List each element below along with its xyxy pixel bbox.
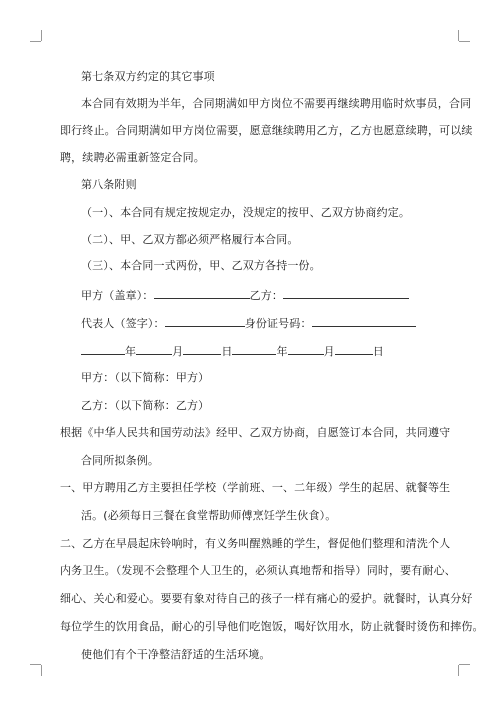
article8-heading: 第八条附则 [81,178,137,191]
clause2-line: 细心、关心和爱心。要要有象对待自己的孩子一样有痛心的爱护。就餐时，认真分好 [60,592,473,605]
clause1-line: 活。(必须每日三餐在食堂帮助师傅烹饪学生伙食）。 [81,509,337,522]
crop-mark-bottom-right [458,664,470,676]
date-month-blank[interactable] [288,343,324,355]
clause1-line: 一、甲方聘用乙方主要担任学校（学前班、一、二年级）学生的起居、就餐等生 [60,481,451,494]
party-a-abbreviation: 甲方：（以下简称：甲方） [81,371,210,384]
id-number-label: 身份证号码： [244,317,312,330]
clause2-line: 内务卫生。（发现不会整理个人卫生的，必须认真地帮和指导）同时，要有耐心、 [60,564,456,577]
crop-mark-top-right [458,30,470,42]
article8-item-3: （三）、本合同一式两份，甲、乙双方各持一份。 [81,259,321,272]
party-a-seal-blank[interactable] [154,287,250,299]
date-month-blank[interactable] [136,343,172,355]
date-day-blank[interactable] [335,343,373,355]
party-a-seal-label: 甲方（盖章）： [81,289,154,302]
date-month-label: 月 [172,345,184,358]
date-year-label: 年 [125,345,137,358]
article8-item-1: （一）、本合同有规定按规定办，没规定的按甲、乙双方协商约定。 [81,206,410,219]
article7-paragraph-line: 本合同有效期为半年，合同期满如甲方岗位不需要再继续聘用临时炊事员，合同 [81,97,472,110]
date-year-blank[interactable] [232,343,276,355]
party-b-blank[interactable] [283,287,409,299]
article7-heading: 第七条双方约定的其它事项 [81,70,215,83]
clause2-line: 每位学生的饮用食品，耐心的引导他们吃饱饭，喝好饮用水，防止就餐时烫伤和摔伤。 [60,620,484,633]
representative-label: 代表人（签字）： [81,317,165,330]
basis-paragraph-line: 根据《中华人民共和国劳动法》经甲、乙双方协商，自愿签订本合同，共同遵守 [60,426,451,439]
article7-paragraph-line: 聘，续聘必需重新签定合同。 [60,151,205,164]
date-day-label: 日 [372,345,384,358]
date-day-blank[interactable] [183,343,221,355]
date-year-blank[interactable] [81,343,125,355]
date-year-label: 年 [276,345,288,358]
signature-row-parties [81,287,409,303]
crop-mark-top-left [30,30,42,42]
signature-date-row [81,343,384,359]
clause2-line: 二、乙方在早晨起床铃响时，有义务叫醒熟睡的学生，督促他们整理和清洗个人 [60,537,451,550]
representative-blank[interactable] [165,315,245,327]
party-b-abbreviation: 乙方：（以下简称：乙方） [81,399,210,412]
date-day-label: 日 [221,345,233,358]
id-number-blank[interactable] [312,315,416,327]
basis-paragraph-line: 合同所拟条例。 [81,454,160,467]
date-month-label: 月 [323,345,335,358]
clause2-line: 使他们有个干净整洁舒适的生活环境。 [81,648,271,661]
signature-row-representative [81,315,416,331]
article8-item-2: （二）、甲、乙双方都必须严格履行本合同。 [81,233,299,246]
crop-mark-bottom-left [30,664,42,676]
party-b-label: 乙方： [249,289,284,302]
article7-paragraph-line: 即行终止。合同期满如甲方岗位需要，愿意继续聘用乙方，乙方也愿意续聘，可以续 [60,124,473,137]
